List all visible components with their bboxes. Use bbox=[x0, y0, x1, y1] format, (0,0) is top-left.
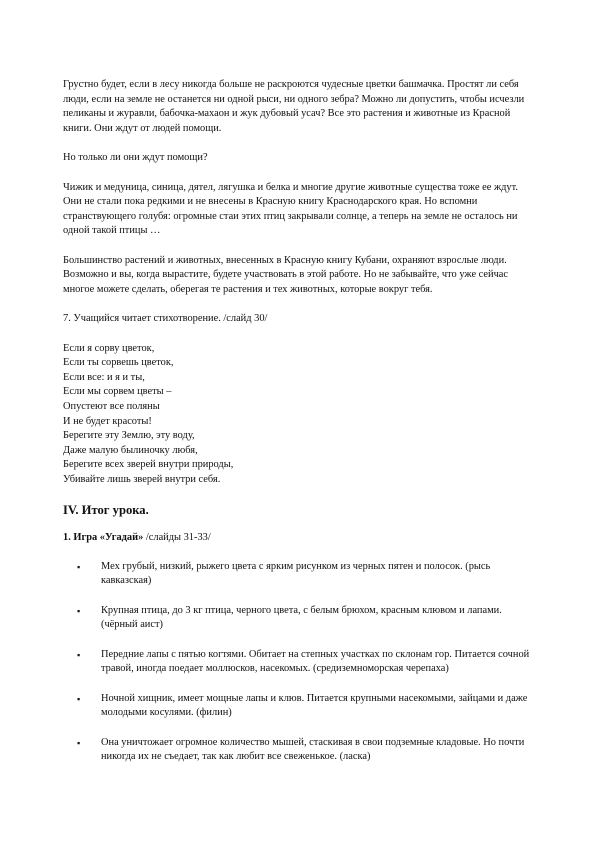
paragraph-poem-intro: 7. Учащийся читает стихотворение. /слайд 30/ bbox=[63, 313, 268, 325]
riddle-list bbox=[63, 560, 537, 765]
bullet-icon: ▪ bbox=[77, 737, 81, 748]
poem-line: Берегите всех зверей внутри природы, bbox=[63, 459, 234, 471]
poem-line: Убивайте лишь зверей внутри себя. bbox=[63, 474, 221, 486]
list-item bbox=[63, 648, 537, 677]
bullet-icon: ▪ bbox=[77, 561, 81, 572]
paragraph-red-book-intro: Грустно будет, если в лесу никогда больше не раскроются чудесные цветки башмачка. Простят ли себя люди, если на земле не останется ни одной рыси, ни одного зебра? Можно ли допустить, чтобы исчезли пеликаны и журавли, бабочка-махаон и жук дубовый усач? Все это растения и животные из Красной книги. Они ждут от людей помощи. bbox=[63, 79, 525, 134]
riddle-text: Она уничтожает огромное количество мышей, стаскивая в свои подземные кладовые. Но почти никогда их не съедает, так как любит все свеженькое. (ласка) bbox=[101, 736, 525, 763]
game-title bbox=[63, 531, 537, 546]
poem-line: Даже малую былиночку любя, bbox=[63, 444, 198, 456]
list-item bbox=[63, 692, 537, 721]
paragraph-common-animals: Чижик и медуница, синица, дятел, лягушка и белка и многие другие животные существа тоже ее ждут. Они не стали пока редкими и не внесены в Красную книгу Краснодарского края. Но вспомни странствующего голубя: огромные стаи этих птиц закрывали солнце, а теперь на земле не осталось ни одной такой птицы … bbox=[63, 181, 518, 237]
section-heading: IV. Итог урока. bbox=[63, 503, 149, 518]
poem-line: Если я сорву цветок, bbox=[63, 342, 155, 354]
bullet-icon: ▪ bbox=[77, 605, 81, 616]
list-item bbox=[63, 604, 537, 633]
poem-line: Если мы сорвем цветы – bbox=[63, 386, 172, 398]
riddle-text: Мех грубый, низкий, рыжего цвета с ярким рисунком из черных пятен и полосок. (рысь кавказская) bbox=[101, 560, 491, 587]
poem bbox=[63, 342, 537, 488]
bullet-icon: ▪ bbox=[77, 693, 81, 704]
poem-line: Опустеют все поляны bbox=[63, 401, 160, 413]
paragraph-kuban-red-book: Большинство растений и животных, внесенных в Красную книгу Кубани, охраняют взрослые люди. Возможно и вы, когда вырастите, будете участвовать в этой работе. Но не забывайте, что уже сейчас многое можете сделать, оберегая те растения и тех животных, которые вокруг тебя. bbox=[63, 254, 509, 295]
game-title-bold: 1. Игра «Угадай» bbox=[63, 532, 144, 544]
list-item bbox=[63, 560, 537, 589]
riddle-text: Ночной хищник, имеет мощные лапы и клюв. Питается крупными насекомыми, зайцами и даже молодыми косулями. (филин) bbox=[101, 692, 528, 719]
poem-line: Если ты сорвешь цветок, bbox=[63, 357, 174, 369]
riddle-text: Передние лапы с пятью когтями. Обитает на степных участках по склонам гор. Питается сочной травой, иногда поедает моллюсков, насекомых. (средиземноморская черепаха) bbox=[101, 648, 530, 675]
poem-line: И не будет красоты! bbox=[63, 415, 152, 427]
poem-line: Берегите эту Землю, эту воду, bbox=[63, 430, 195, 442]
bullet-icon: ▪ bbox=[77, 649, 81, 660]
list-item bbox=[63, 736, 537, 765]
poem-line: Если все: и я и ты, bbox=[63, 371, 145, 383]
paragraph-question: Но только ли они ждут помощи? bbox=[63, 152, 208, 164]
game-title-slides: /слайды 31-33/ bbox=[143, 532, 211, 544]
riddle-text: Крупная птица, до 3 кг птица, черного цвета, с белым брюхом, красным клювом и лапами. (чёрный аист) bbox=[101, 604, 502, 631]
